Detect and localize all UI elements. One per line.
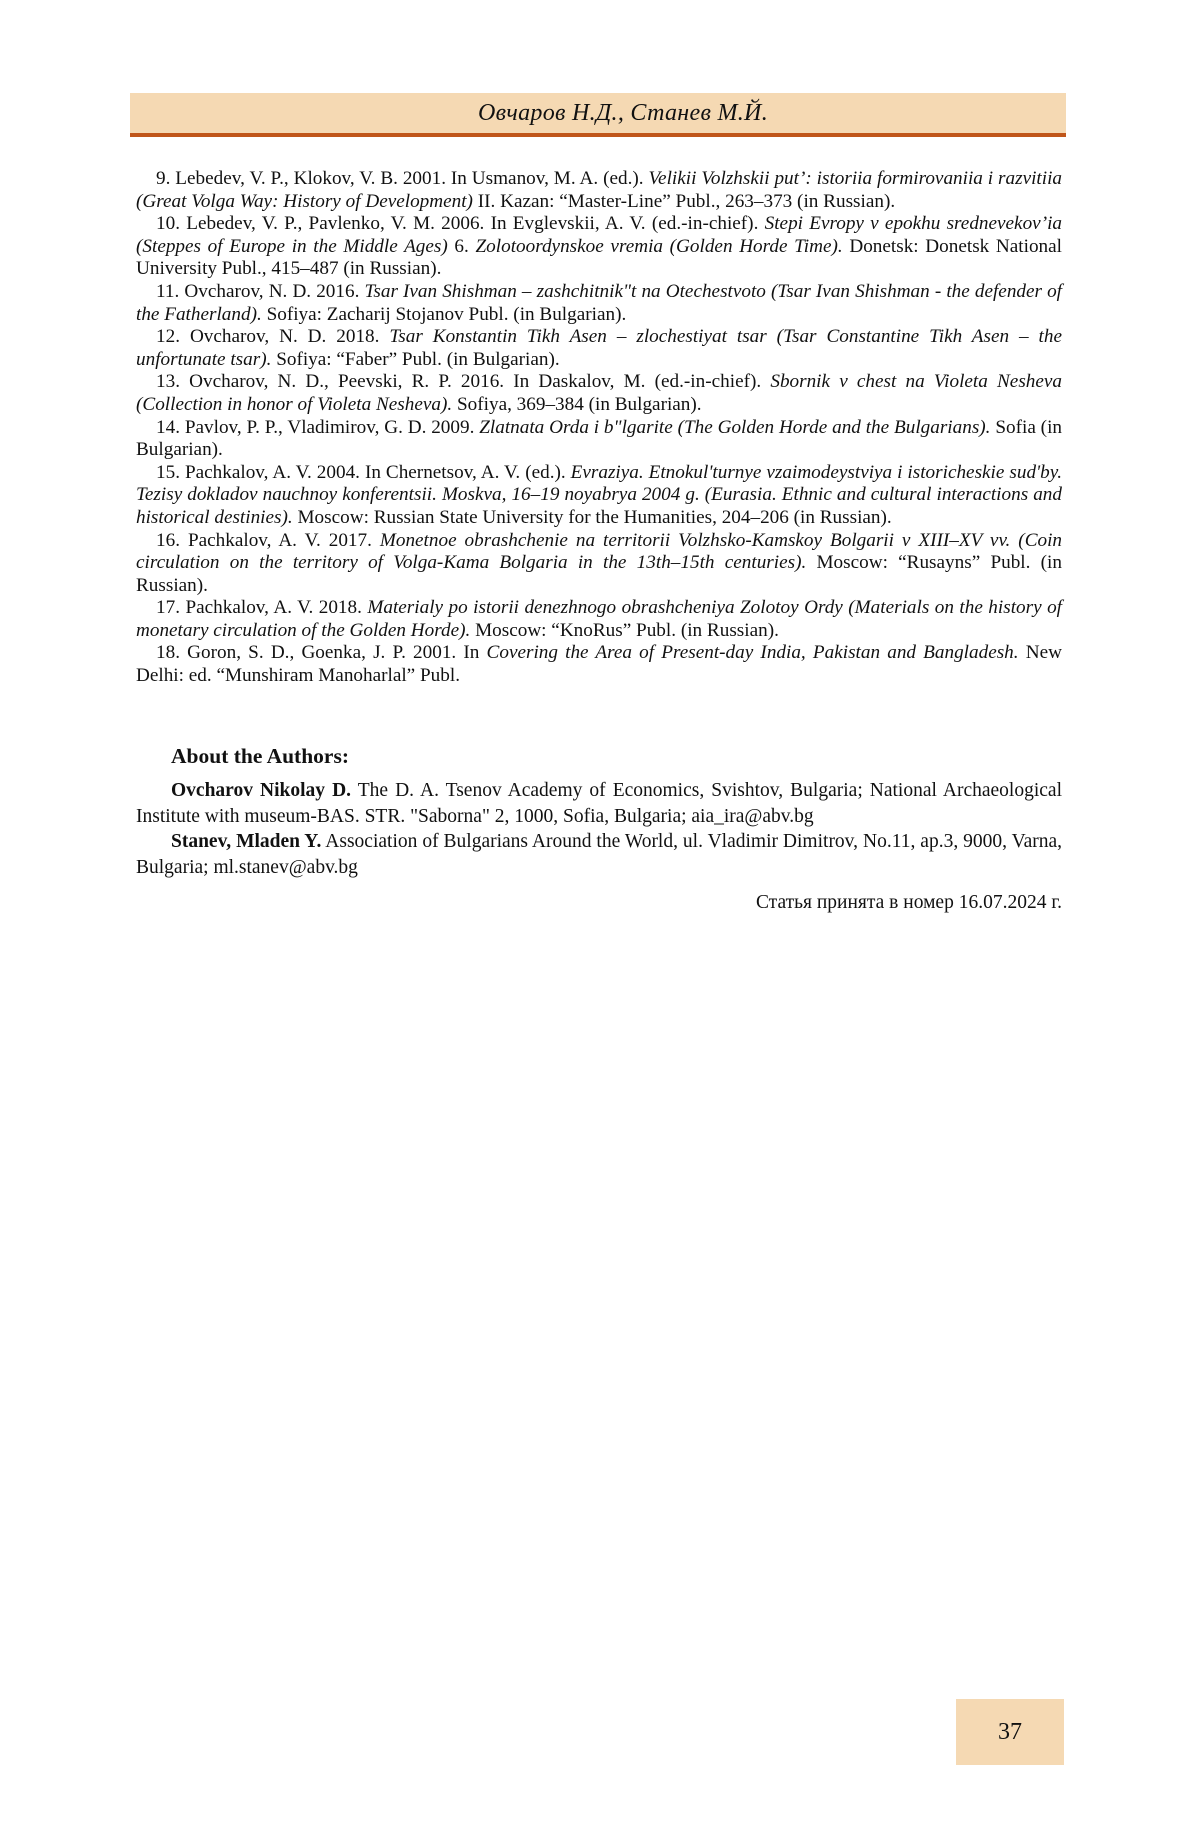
received-date-note: Статья принята в номер 16.07.2024 г. [755,892,1062,913]
reference-item: 11. Ovcharov, N. D. 2016. Tsar Ivan Shishman – zashchitnik"t na Otechestvoto (Tsar Ivan Shishman - the defender of the Fatherland). Sofiya: Zacharij Stojanov Publ. (in Bulgarian). [136,280,1063,325]
reference-item: 16. Pachkalov, A. V. 2017. Monetnoe obrashchenie na territorii Volzhsko-Kamskoy Bolgarii v XIII–XV vv. (Coin circulation on the territory of Volga-Kama Bolgaria in the 13th–15th centuries). Moscow: “Rusayns” Publ. (in Russian). [136,529,1063,596]
reference-item: 15. Pachkalov, A. V. 2004. In Chernetsov, A. V. (ed.). Evraziya. Etnokul'turnye vzaimodeystviya i istoricheskie sud'by. Tezisy dokladov nauchnoy konferentsii. Moskva, 16–19 noyabrya 2004 g. (Eurasia. Ethnic and cultural interactions and historical destinies). Moscow: Russian State University for the Humanities, 204–206 (in Russian). [136,461,1062,528]
running-title: Овчаров Н.Д., Станев М.Й. [478,99,768,126]
author-entry [136,829,1062,880]
reference-item: 13. Ovcharov, N. D., Peevski, R. P. 2016. In Daskalov, M. (ed.-in-chief). Sbornik v chest na Violeta Nesheva (Collection in honor of Violeta Nesheva). Sofiya, 369–384 (in Bulgarian). [136,371,1063,415]
about-authors-heading: About the Authors: [171,744,349,768]
authors-section [136,778,1062,880]
reference-item: 10. Lebedev, V. P., Pavlenko, V. M. 2006. In Evglevskii, A. V. (ed.-in-chief). Stepi Evropy v epokhu srednevekov’ia (Steppes of Europe in the Middle Ages) 6. Zolotoordynskoe vremia (Golden Horde Time). Donetsk: Donetsk National University Publ., 415–487 (in Russian). [136,213,1063,280]
reference-item: 9. Lebedev, V. P., Klokov, V. B. 2001. In Usmanov, M. A. (ed.). Velikii Volzhskii put’: istoriia formirovaniia i razvitiia (Great Volga Way: History of Development) II. Kazan: “Master-Line” Publ., 263–373 (in Russian). [136,168,1062,212]
author-entry [136,778,1062,829]
reference-item: 14. Pavlov, P. P., Vladimirov, G. D. 2009. Zlatnata Orda i b"lgarite (The Golden Horde and the Bulgarians). Sofia (in Bulgarian). [136,416,1062,461]
reference-list [136,168,1062,688]
author-affiliation: The D. A. Tsenov Academy of Economics, Svishtov, Bulgaria; National Archaeological Institute with museum-BAS. STR. "Saborna" 2, 1000, Sofia, Bulgaria; aia_ira@abv.bg [136,780,1062,827]
running-header [130,93,1066,137]
reference-item: 12. Ovcharov, N. D. 2018. Tsar Konstantin Tikh Asen – zlochestiyat tsar (Tsar Constantine Tikh Asen – the unfortunate tsar). Sofiya: “Faber” Publ. (in Bulgarian). [136,326,1062,370]
author-name: Ovcharov Nikolay D. [171,780,352,801]
reference-item: 17. Pachkalov, A. V. 2018. Materialy po istorii denezhnogo obrashcheniya Zolotoy Ordy (Materials on the history of monetary circulation of the Golden Horde). Moscow: “KnoRus” Publ. (in Russian). [136,597,1062,641]
page-number: 37 [956,1699,1064,1765]
reference-item: 18. Goron, S. D., Goenka, J. P. 2001. In Covering the Area of Present-day India, Pakistan and Bangladesh. New Delhi: ed. “Munshiram Manoharlal” Publ. [136,642,1062,687]
author-name: Stanev, Mladen Y. [171,831,322,852]
author-affiliation: Association of Bulgarians Around the World, ul. Vladimir Dimitrov, No.11, ap.3, 9000, Varna, Bulgaria; ml.stanev@abv.bg [136,831,1062,878]
